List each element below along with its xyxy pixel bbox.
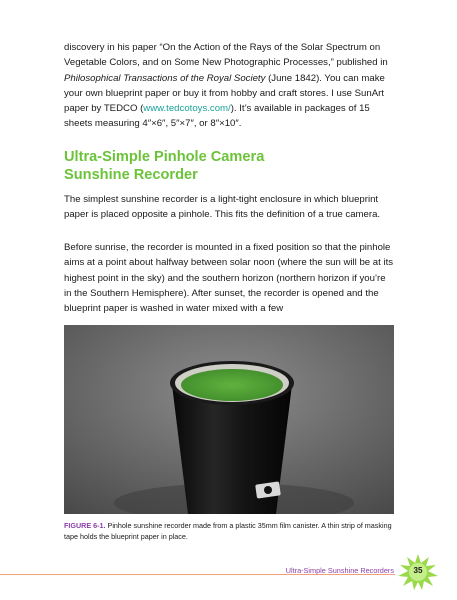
- intro-text-3: ). It’s available in packages of 15 sheets measuring 4″×6″, 5″×7″, or 8″×10″.: [64, 103, 370, 130]
- journal-title: Philosophical Transactions of the Royal Society: [64, 72, 266, 84]
- intro-text-1: discovery in his paper “On the Action of the Rays of the Solar Spectrum on Vegetable Colors, and on Some New Photographic Processes,” published in: [64, 42, 388, 69]
- intro-paragraph: [64, 40, 394, 132]
- paragraph-2: Before sunrise, the recorder is mounted in a fixed position so that the pinhole aims at a point about halfway between solar noon (where the sun will be at its highest point in the sky) and the southern horizon (northern horizon if you’re in the Southern Hemisphere). After sunset, the recorder is opened and the blueprint paper is washed in water mixed with a few: [64, 242, 394, 315]
- tedco-link[interactable]: www.tedcotoys.com/: [143, 103, 231, 115]
- section-heading: [64, 149, 394, 184]
- figure-caption-text: Pinhole sunshine recorder made from a plastic 35mm film canister. A thin strip of masking tape holds the blueprint paper in place.: [64, 521, 392, 541]
- figure-photo: [64, 325, 394, 514]
- section-heading-line-2: Sunshine Recorder: [64, 166, 198, 183]
- section-heading-line-1: Ultra-Simple Pinhole Camera: [64, 149, 265, 165]
- intro-text-2: (June 1842). You can make your own blueprint paper or buy it from hobby and craft stores. I use SunArt paper by TEDCO (: [64, 72, 385, 115]
- figure-caption: [64, 520, 394, 542]
- paragraph-1: The simplest sunshine recorder is a light-tight enclosure in which blueprint paper is placed opposite a pinhole. This fits the definition of a true camera.: [64, 194, 381, 221]
- figure-label: FIGURE 6-1.: [64, 521, 106, 530]
- page-number: 35: [413, 566, 423, 575]
- footer-chapter-title: Ultra-Simple Sunshine Recorders: [285, 566, 394, 575]
- film-canister-photo: [64, 325, 394, 514]
